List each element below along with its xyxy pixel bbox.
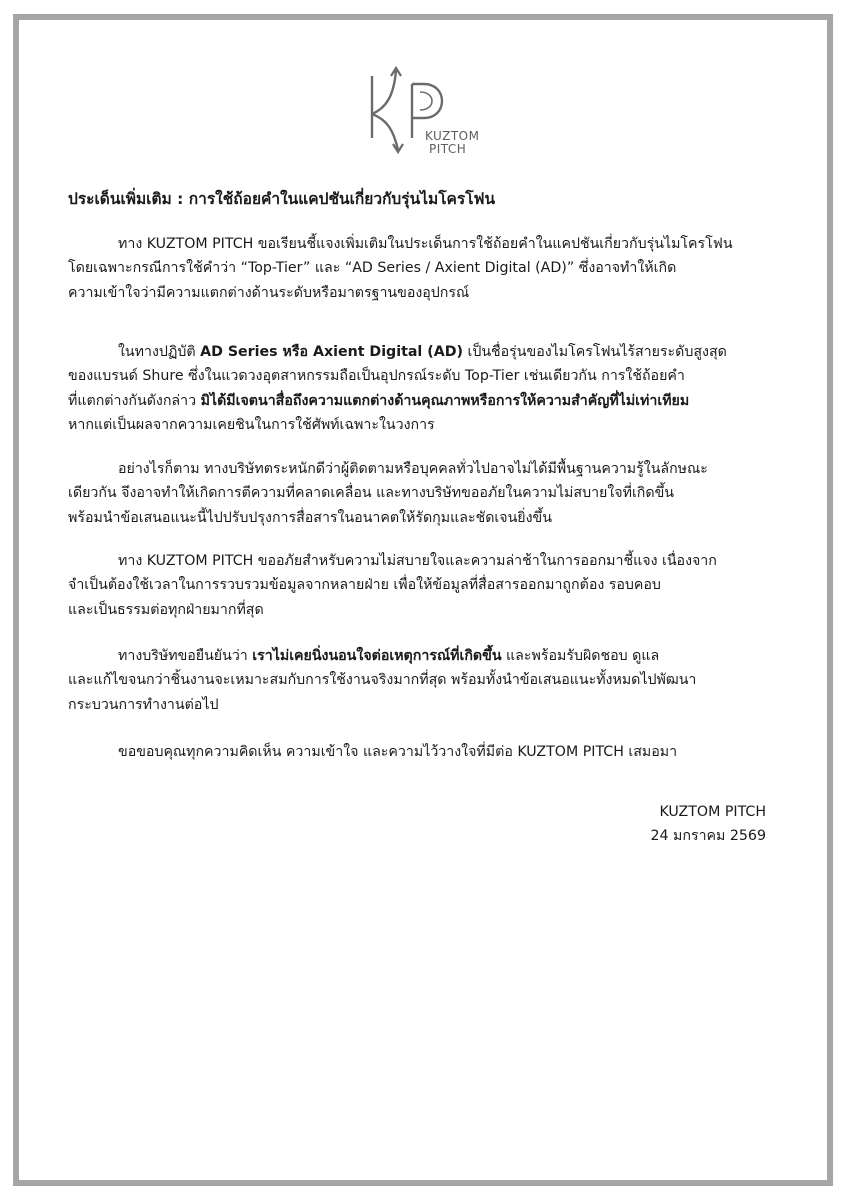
- paragraph-5-line-1-a: ทางบริษัทขอยืนยันว่า: [118, 648, 253, 664]
- logo-text-line1: KUZTOM: [425, 129, 480, 143]
- signature-name: KUZTOM PITCH: [659, 804, 766, 820]
- signature-block: [600, 800, 766, 848]
- paragraph-4: [68, 549, 768, 622]
- paragraph-3: [68, 457, 768, 530]
- logo-text-line2: PITCH: [429, 142, 467, 156]
- paragraph-3-line-3: พร้อมนำข้อเสนอแนะนี้ไปปรับปรุงการสื่อสารในอนาคตให้รัดกุมและชัดเจนยิ่งขึ้น: [68, 509, 552, 526]
- paragraph-5-line-1-bold: เราไม่เคยนิ่งนอนใจต่อเหตุการณ์ที่เกิดขึ้น: [252, 648, 502, 664]
- paragraph-5-line-1: [68, 644, 768, 668]
- paragraph-4-line-1: ทาง KUZTOM PITCH ขออภัยสำหรับความไม่สบายใจและความล่าช้าในการออกมาชี้แจง เนื่องจาก: [118, 553, 717, 569]
- kp-monogram-icon: [350, 62, 490, 160]
- paragraph-2-line-1: [68, 340, 768, 364]
- paragraph-4-line-3: และเป็นธรรมต่อทุกฝ่ายมากที่สุด: [68, 601, 264, 618]
- paragraph-2-line-1-a: ในทางปฏิบัติ: [118, 344, 201, 360]
- paragraph-5-line-3: กระบวนการทำงานต่อไป: [68, 696, 219, 713]
- paragraph-5: [68, 644, 768, 717]
- paragraph-2-line-2: ของแบรนด์ Shure ซึ่งในแวดวงอุตสาหกรรมถือเป็นอุปกรณ์ระดับ Top-Tier เช่นเดียวกัน การใช้ถ้อยคำ: [68, 368, 685, 385]
- paragraph-5-line-1-c: และพร้อมรับผิดชอบ ดูแล: [501, 648, 660, 664]
- signature-date: 24 มกราคม 2569: [650, 828, 766, 844]
- paragraph-5-line-2: และแก้ไขจนกว่าชิ้นงานจะเหมาะสมกับการใช้งานจริงมากที่สุด พร้อมทั้งนำข้อเสนอแนะทั้งหมดไปพัฒนา: [68, 672, 697, 689]
- paragraph-1: [68, 232, 768, 305]
- paragraph-2-line-3: [68, 389, 768, 413]
- paragraph-2: [68, 340, 768, 437]
- paragraph-1-line-2: โดยเฉพาะกรณีการใช้คำว่า “Top-Tier” และ “AD Series / Axient Digital (AD)” ซึ่งอาจทำให้เกิด: [68, 260, 677, 277]
- kuztom-pitch-logo: [350, 62, 490, 160]
- paragraph-1-line-1: ทาง KUZTOM PITCH ขอเรียนชี้แจงเพิ่มเติมในประเด็นการใช้ถ้อยคำในแคปชันเกี่ยวกับรุ่นไมโครโฟน: [118, 236, 733, 252]
- paragraph-2-line-3-a: ที่แตกต่างกันดังกล่าว: [68, 392, 201, 409]
- document-heading: ประเด็นเพิ่มเติม : การใช้ถ้อยคำในแคปชันเกี่ยวกับรุ่นไมโครโฟน: [68, 190, 496, 208]
- paragraph-6: [68, 740, 768, 764]
- paragraph-2-line-1-c: เป็นชื่อรุ่นของไมโครโฟนไร้สายระดับสูงสุด: [462, 344, 727, 360]
- paragraph-4-line-2: จำเป็นต้องใช้เวลาในการรวบรวมข้อมูลจากหลายฝ่าย เพื่อให้ข้อมูลที่สื่อสารออกมาถูกต้อง รอบคอบ: [68, 577, 661, 594]
- paragraph-2-line-3-bold: มิได้มีเจตนาสื่อถึงความแตกต่างด้านคุณภาพหรือการให้ความสำคัญที่ไม่เท่าเทียม: [200, 392, 690, 409]
- paragraph-1-line-3: ความเข้าใจว่ามีความแตกต่างด้านระดับหรือมาตรฐานของอุปกรณ์: [68, 284, 470, 301]
- paragraph-2-line-1-bold: AD Series หรือ Axient Digital (AD): [200, 344, 463, 360]
- paragraph-3-line-1: อย่างไรก็ตาม ทางบริษัทตระหนักดีว่าผู้ติดตามหรือบุคคลทั่วไปอาจไม่ได้มีพื้นฐานความรู้ในลักษณะ: [118, 461, 708, 477]
- paragraph-2-line-4: หากแต่เป็นผลจากความเคยชินในการใช้ศัพท์เฉพาะในวงการ: [68, 416, 435, 433]
- paragraph-6-line-1: ขอขอบคุณทุกความคิดเห็น ความเข้าใจ และความไว้วางใจที่มีต่อ KUZTOM PITCH เสมอมา: [118, 744, 678, 760]
- paragraph-3-line-2: เดียวกัน จึงอาจทำให้เกิดการตีความที่คลาดเคลื่อน และทางบริษัทขออภัยในความไม่สบายใจที่เกิดขึ้น: [68, 485, 674, 502]
